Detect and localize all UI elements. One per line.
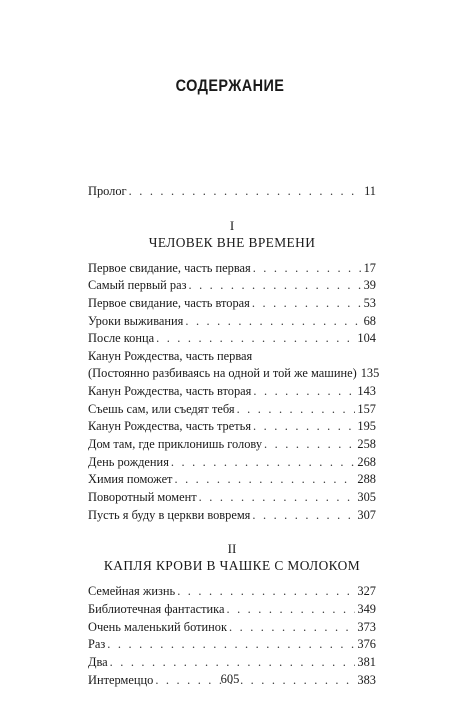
toc-entry-page: 11	[364, 184, 376, 198]
toc-entry-label-continued: (Постоянно разбиваясь на одной и той же машине)	[88, 366, 357, 381]
toc-entry-label: Дом там, где приклонишь голову	[88, 436, 263, 451]
toc-entry-page: 288	[357, 472, 376, 487]
dot-leader	[253, 418, 355, 435]
toc-entry-label: Пусть я буду в церкви вовремя	[88, 507, 251, 522]
dot-leader	[177, 583, 355, 600]
toc-entry-label: Семейная жизнь	[88, 584, 176, 599]
part-number: I	[229, 217, 235, 233]
toc-entry-label: Съешь сам, или съедят тебя	[88, 401, 235, 416]
toc-entry[interactable]	[88, 489, 376, 507]
toc-entry-page: 195	[357, 419, 376, 434]
toc-entry[interactable]	[88, 601, 376, 619]
toc-entry[interactable]	[88, 507, 376, 525]
toc-entry-page: 376	[357, 637, 376, 652]
dot-leader	[129, 183, 362, 200]
toc-entry-page: 373	[357, 619, 376, 634]
toc-entry-label: Самый первый раз	[88, 278, 187, 293]
toc-entry[interactable]	[88, 654, 376, 672]
toc-entry-page: 305	[357, 489, 376, 504]
dot-leader	[252, 507, 355, 524]
toc-entry[interactable]	[88, 295, 376, 313]
toc-entry-label: Канун Рождества, часть третья	[88, 419, 252, 434]
toc-entry[interactable]	[88, 365, 380, 383]
toc-entry-page: 39	[363, 278, 376, 293]
toc-entry[interactable]	[88, 401, 376, 419]
toc-entry-page: 157	[357, 401, 376, 416]
toc-entry-label: Раз	[88, 637, 106, 652]
part-title: ЧЕЛОВЕК ВНЕ ВРЕМЕНИ	[148, 234, 316, 250]
toc-entry-label: Химия поможет	[88, 472, 173, 487]
toc-entry-label: Пролог	[88, 184, 127, 198]
dot-leader	[107, 636, 355, 653]
toc-entry-label: Интермеццо	[88, 672, 154, 687]
toc-entry-first-line[interactable]	[88, 348, 376, 365]
dot-leader	[188, 277, 361, 294]
toc-entry[interactable]	[88, 277, 376, 295]
toc-entry-page: 68	[363, 313, 376, 328]
dot-leader	[253, 260, 362, 277]
toc-entry-label: Первое свидание, часть вторая	[88, 296, 250, 311]
toc-entry-label: Библиотечная фантастика	[88, 602, 225, 616]
toc-entry[interactable]	[88, 636, 376, 654]
toc-entry-page: 104	[357, 331, 376, 346]
toc-entry-page: 349	[357, 602, 376, 616]
table-of-contents	[88, 183, 380, 689]
toc-entry[interactable]	[88, 383, 376, 401]
toc-entry-label: Два	[88, 655, 108, 670]
toc-entry-page: 258	[357, 436, 376, 451]
toc-entry-page: 383	[357, 672, 376, 687]
dot-leader	[110, 654, 356, 671]
toc-entry-page: 135	[360, 366, 380, 381]
toc-entry[interactable]	[88, 583, 376, 601]
dot-leader	[264, 436, 355, 453]
toc-entry-label: После конца	[88, 331, 155, 346]
page-number: 605	[220, 672, 240, 686]
part-number: II	[227, 541, 237, 557]
toc-entry-page: 143	[357, 383, 376, 398]
toc-entry-page: 17	[363, 260, 376, 275]
dot-leader	[252, 295, 362, 312]
dot-leader	[171, 454, 356, 471]
toc-entry-page: 307	[357, 507, 376, 522]
toc-entry-label: Канун Рождества, часть вторая	[88, 383, 252, 398]
dot-leader	[199, 489, 356, 506]
toc-entry[interactable]	[88, 619, 376, 637]
toc-entry-page: 327	[357, 584, 376, 599]
toc-entry[interactable]	[88, 260, 376, 278]
toc-entry[interactable]	[88, 313, 376, 331]
toc-entry[interactable]	[88, 330, 376, 348]
toc-entry-label: Канун Рождества, часть первая	[88, 349, 253, 364]
toc-entry-label: Поворотный момент	[88, 489, 197, 504]
dot-leader	[185, 313, 361, 330]
toc-entry-prologue[interactable]	[88, 183, 376, 201]
toc-entry-label: Первое свидание, часть первая	[88, 260, 251, 275]
toc-entry[interactable]	[88, 418, 376, 436]
dot-leader	[253, 383, 355, 400]
toc-entry-label: Очень маленький ботинок	[88, 619, 227, 634]
toc-entry-label: День рождения	[88, 454, 169, 469]
page-title: СОДЕРЖАНИЕ	[175, 76, 285, 95]
toc-entry[interactable]	[88, 454, 376, 472]
toc-entry[interactable]	[88, 471, 376, 489]
dot-leader	[226, 601, 355, 618]
dot-leader	[156, 330, 355, 347]
toc-entry-page: 268	[357, 454, 376, 469]
part-title: КАПЛЯ КРОВИ В ЧАШКЕ С МОЛОКОМ	[103, 558, 361, 574]
toc-entry-label: Уроки выживания	[88, 313, 184, 328]
toc-entry[interactable]	[88, 436, 376, 454]
toc-entry-page: 381	[357, 655, 376, 670]
dot-leader	[174, 471, 355, 488]
dot-leader	[237, 401, 356, 418]
toc-entry-page: 53	[363, 296, 376, 311]
dot-leader	[229, 619, 355, 636]
